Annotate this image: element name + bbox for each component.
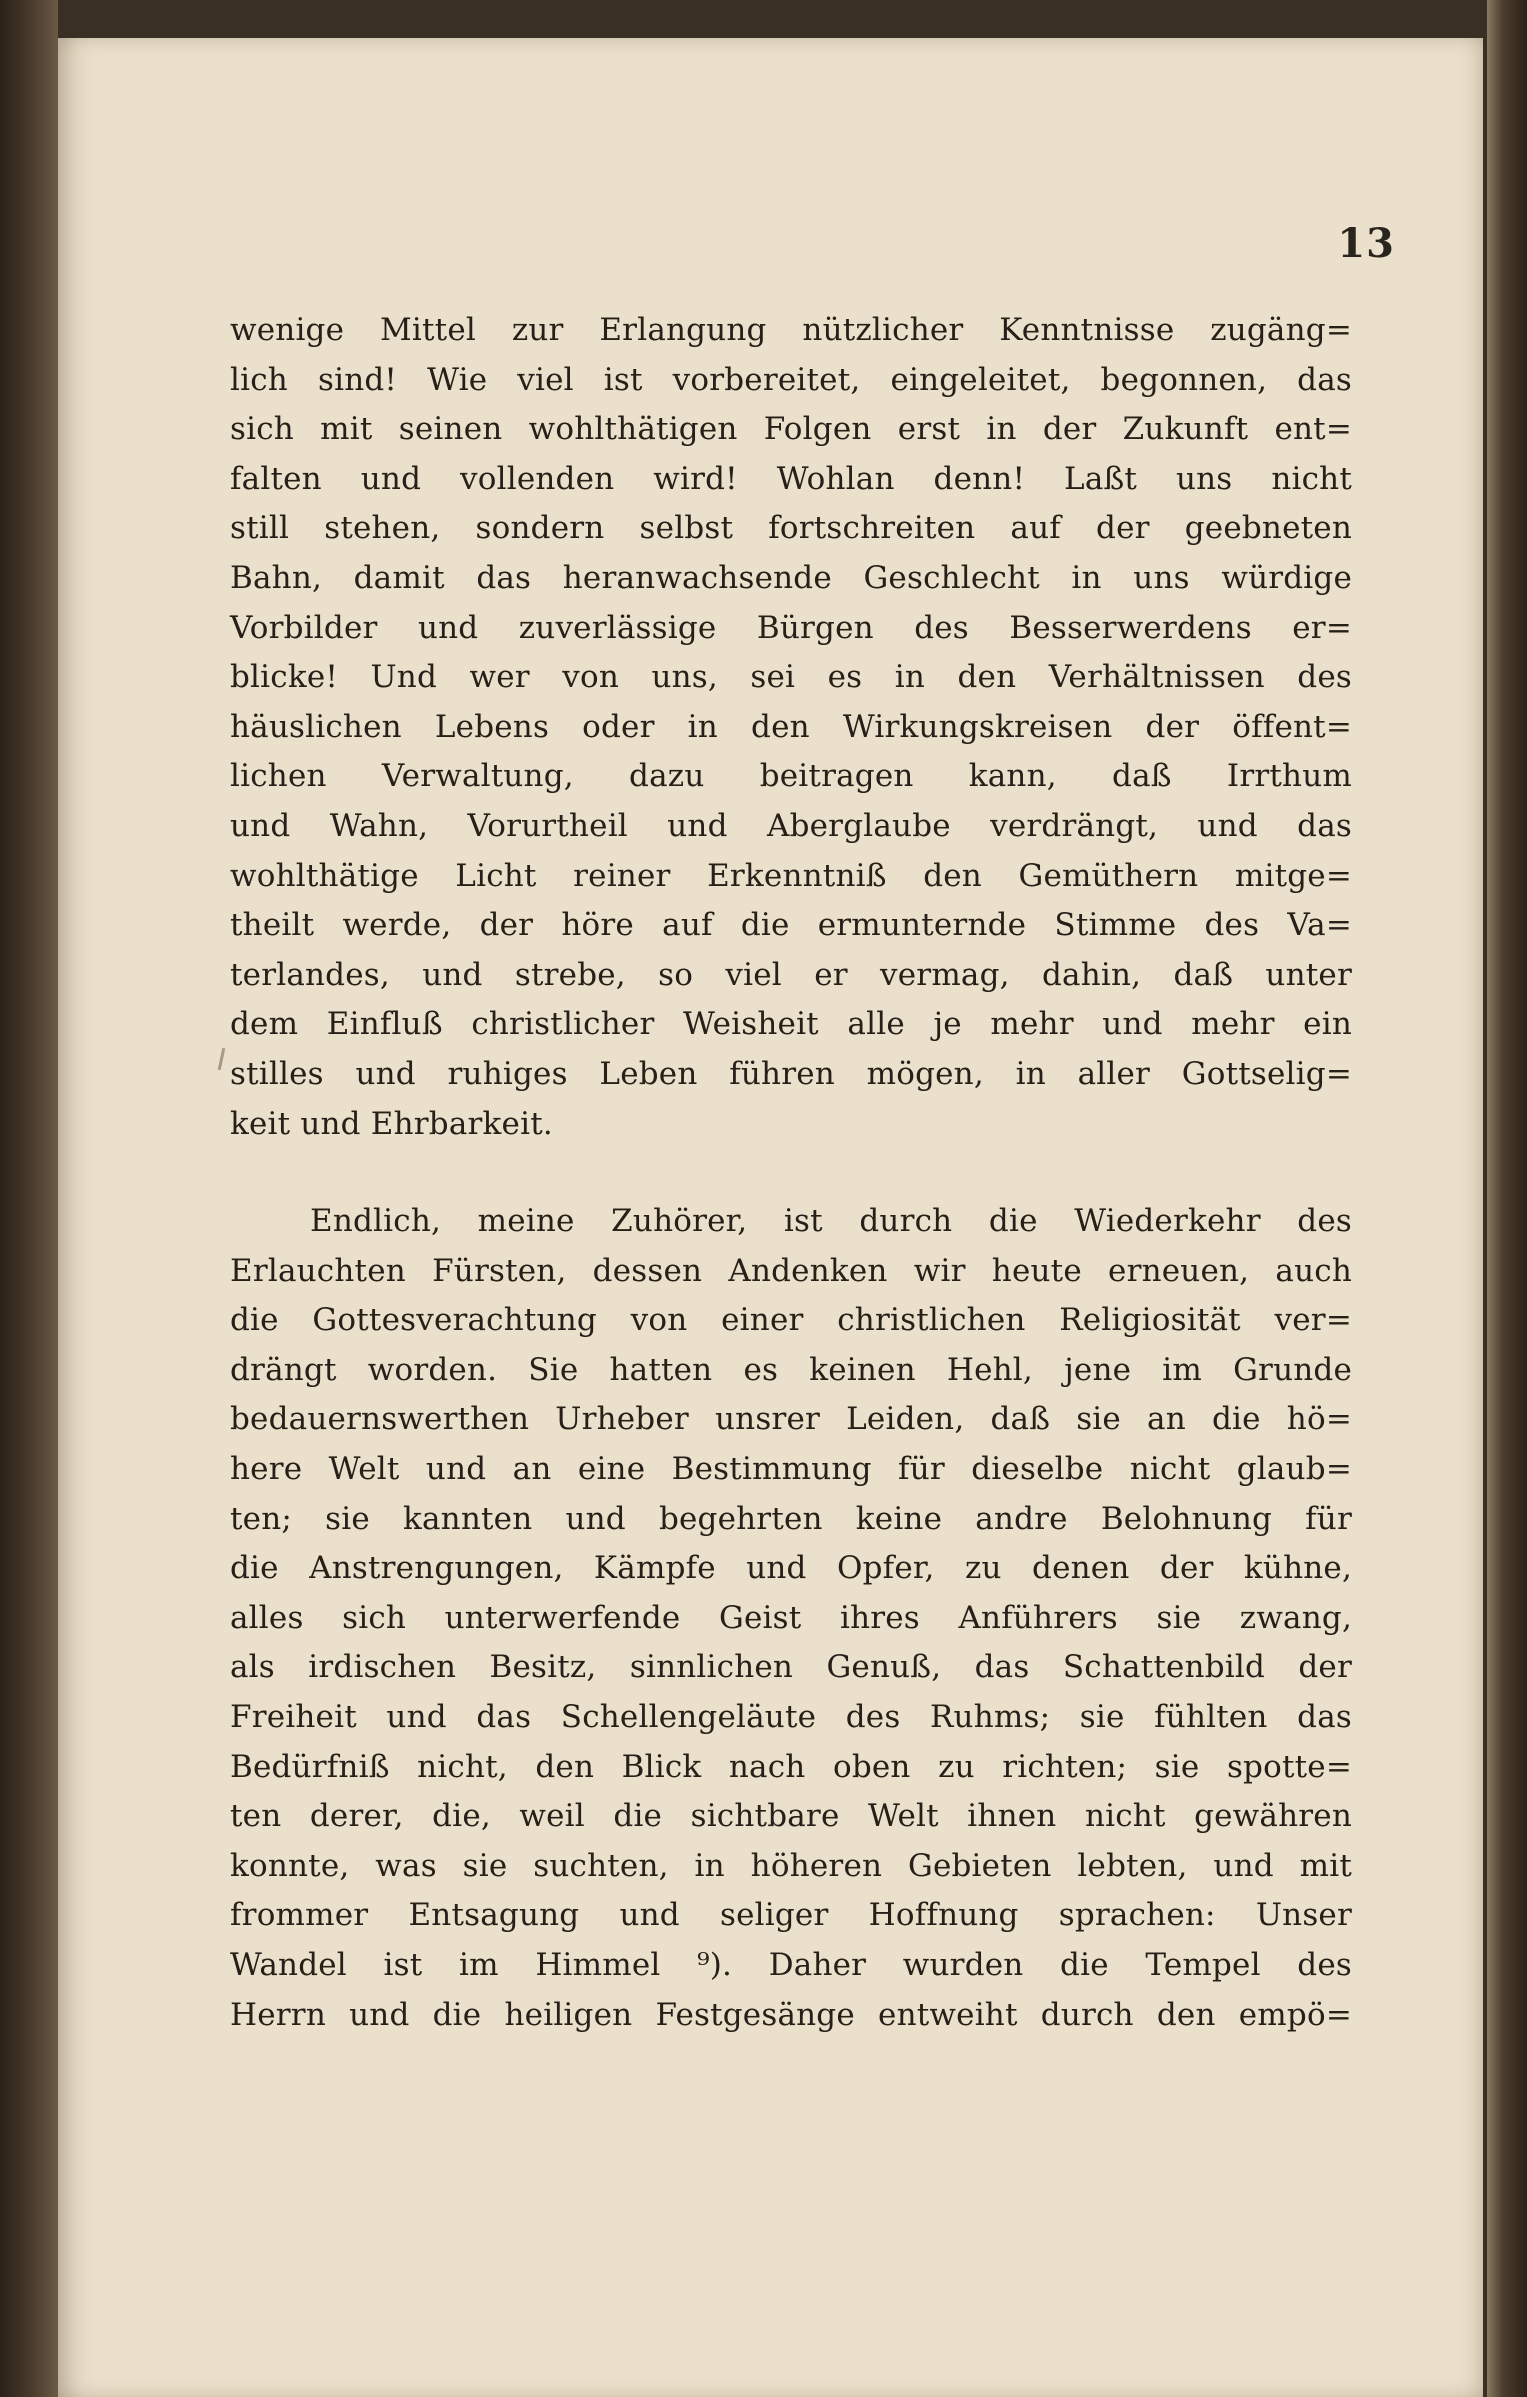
body-text xyxy=(230,306,1352,2040)
book-edge xyxy=(1487,0,1527,2397)
text-line: als irdischen Besitz, sinnlichen Genuß, das Schattenbild der xyxy=(230,1649,1352,1686)
text-line: Erlauchten Fürsten, dessen Andenken wir heute erneuen, auch xyxy=(230,1252,1352,1289)
text-line: keit und Ehrbarkeit. xyxy=(230,1105,553,1142)
paragraph-2 xyxy=(230,1197,1352,2040)
text-line: die Anstrengungen, Kämpfe und Opfer, zu denen der kühne, xyxy=(230,1550,1352,1587)
text-line: ten derer, die, weil die sichtbare Welt ihnen nicht gewähren xyxy=(230,1798,1352,1835)
text-line: Bahn, damit das heranwachsende Geschlecht in uns würdige xyxy=(230,559,1352,596)
text-line: stilles und ruhiges Leben führen mögen, in aller Gottselig= xyxy=(230,1055,1352,1092)
text-line: still stehen, sondern selbst fortschreiten auf der geebneten xyxy=(230,510,1352,547)
text-line: alles sich unterwerfende Geist ihres Anführers sie zwang, xyxy=(230,1599,1352,1636)
text-line: ten; sie kannten und begehrten keine andre Belohnung für xyxy=(230,1500,1352,1537)
paragraph-1 xyxy=(230,306,1352,1149)
text-line: Bedürfniß nicht, den Blick nach oben zu richten; sie spotte= xyxy=(230,1748,1352,1785)
text-line: und Wahn, Vorurtheil und Aberglaube verdrängt, und das xyxy=(230,807,1352,844)
text-line: bedauernswerthen Urheber unsrer Leiden, daß sie an die hö= xyxy=(230,1401,1352,1438)
text-line: blicke! Und wer von uns, sei es in den Verhältnissen des xyxy=(230,659,1352,696)
text-line: konnte, was sie suchten, in höheren Gebieten lebten, und mit xyxy=(230,1847,1352,1884)
text-line: here Welt und an eine Bestimmung für dieselbe nicht glaub= xyxy=(230,1451,1352,1488)
text-line: häuslichen Lebens oder in den Wirkungskreisen der öffent= xyxy=(230,708,1352,745)
text-line: sich mit seinen wohlthätigen Folgen erst in der Zukunft ent= xyxy=(230,411,1352,448)
text-line: Herrn und die heiligen Festgesänge entweiht durch den empö= xyxy=(230,1996,1352,2033)
text-line: lichen Verwaltung, dazu beitragen kann, daß Irrthum xyxy=(230,758,1352,795)
text-line: Vorbilder und zuverlässige Bürgen des Besserwerdens er= xyxy=(230,609,1352,646)
text-line: frommer Entsagung und seliger Hoffnung sprachen: Unser xyxy=(230,1897,1352,1934)
text-line: dem Einfluß christlicher Weisheit alle je mehr und mehr ein xyxy=(230,1006,1352,1043)
text-line: terlandes, und strebe, so viel er vermag, dahin, daß unter xyxy=(230,956,1352,993)
text-line: Freiheit und das Schellengeläute des Ruhms; sie fühlten das xyxy=(230,1699,1352,1736)
text-line: theilt werde, der höre auf die ermunternde Stimme des Va= xyxy=(230,907,1352,944)
page-number: 13 xyxy=(1337,220,1395,267)
text-line: wenige Mittel zur Erlangung nützlicher Kenntnisse zugäng= xyxy=(230,312,1352,348)
book-page xyxy=(58,38,1483,2397)
margin-mark xyxy=(218,1048,226,1070)
text-line: falten und vollenden wird! Wohlan denn! Laßt uns nicht xyxy=(230,460,1352,497)
text-line: Wandel ist im Himmel ⁹). Daher wurden die Tempel des xyxy=(230,1947,1352,1983)
text-line: die Gottesverachtung von einer christlichen Religiosität ver= xyxy=(230,1302,1352,1339)
previous-page-edge xyxy=(0,0,58,2397)
text-line: lich sind! Wie viel ist vorbereitet, eingeleitet, begonnen, das xyxy=(230,361,1352,398)
text-line: Endlich, meine Zuhörer, ist durch die Wiederkehr des xyxy=(310,1203,1352,1240)
text-line: wohlthätige Licht reiner Erkenntniß den Gemüthern mitge= xyxy=(230,857,1352,894)
text-line: drängt worden. Sie hatten es keinen Hehl, jene im Grunde xyxy=(230,1351,1352,1388)
